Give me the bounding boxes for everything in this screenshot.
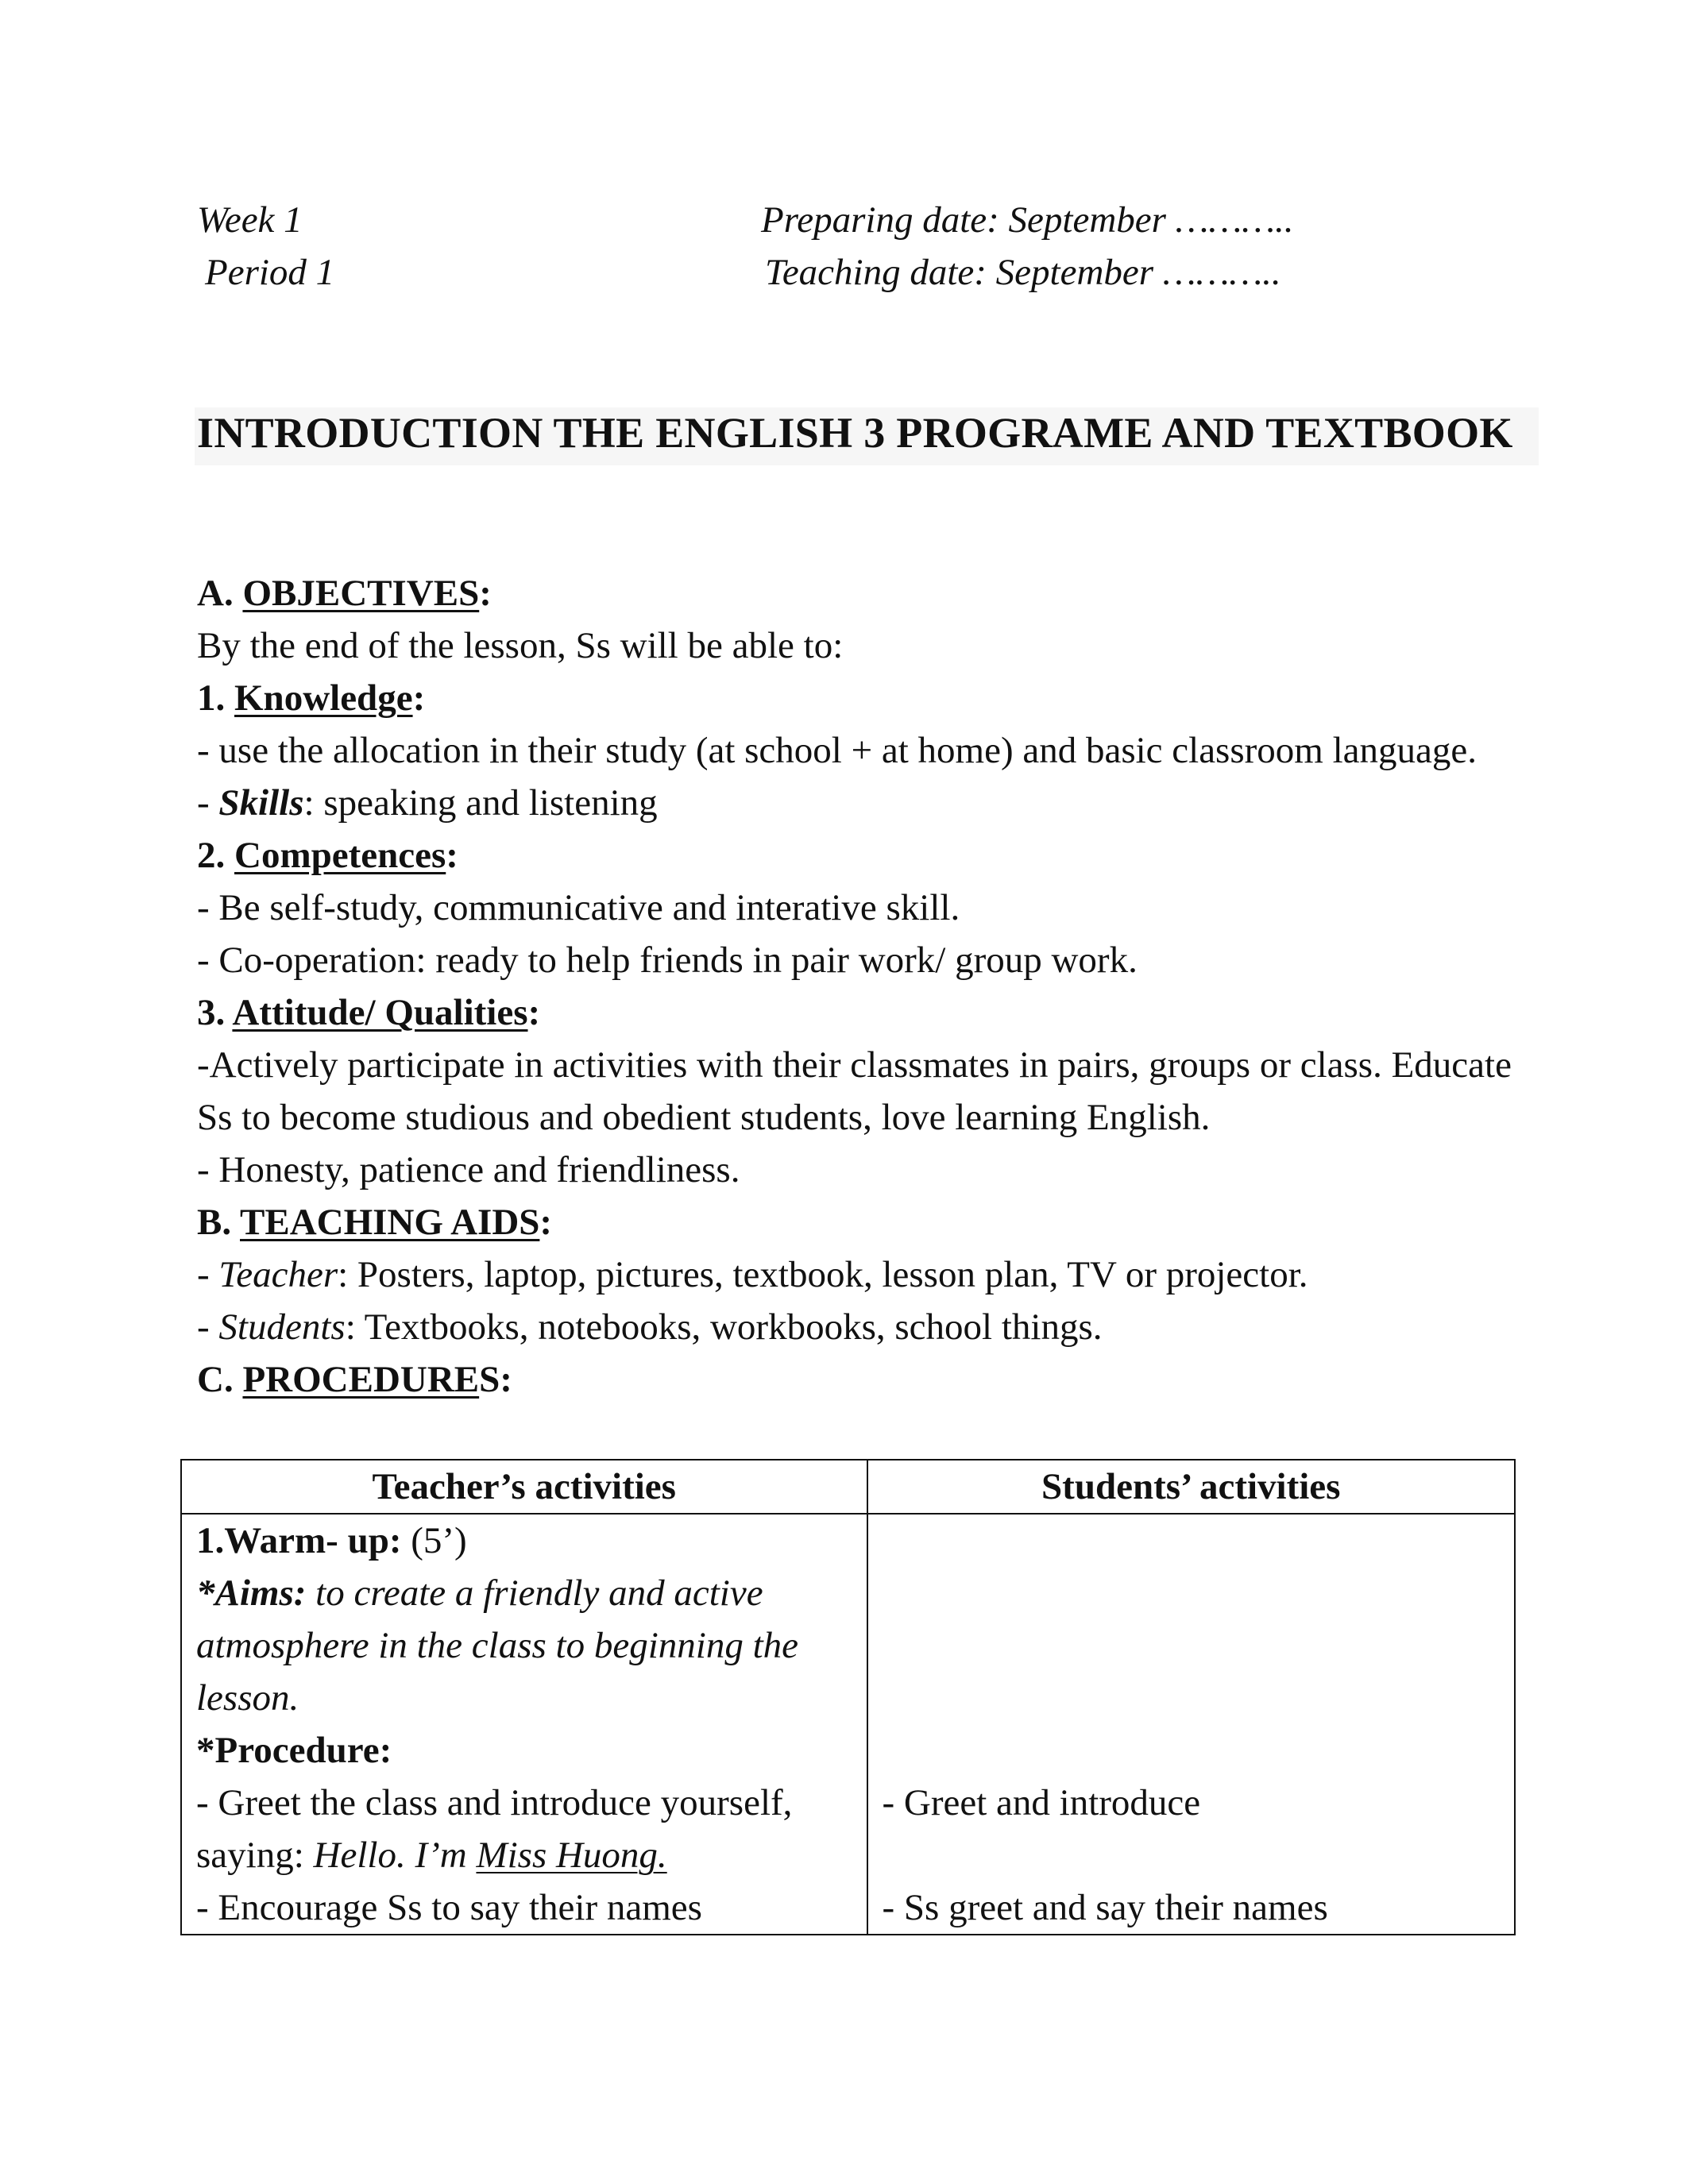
column-header-students: Students’ activities <box>867 1460 1515 1514</box>
student-step: - Ss greet and say their names <box>882 1887 1328 1928</box>
warmup-line: 1.Warm- up: (5’) <box>196 1520 467 1561</box>
competences-item: - Be self-study, communicative and interative skill. <box>197 887 960 928</box>
skills-item: - Skills: speaking and listening <box>197 782 658 824</box>
teaching-date: Teaching date: September ……….. <box>765 252 1281 293</box>
column-header-teacher: Teacher’s activities <box>181 1460 867 1514</box>
procedure-label: *Procedure: <box>196 1730 392 1771</box>
students-aids: - Students: Textbooks, notebooks, workbooks, school things. <box>197 1306 1103 1348</box>
week-label: Week 1 <box>197 199 303 241</box>
table-row <box>181 1514 1515 1935</box>
procedures-heading: C. PROCEDURES: <box>197 1359 512 1400</box>
competences-heading: 2. Competences: <box>197 835 458 876</box>
objectives-intro: By the end of the lesson, Ss will be able to: <box>197 625 844 666</box>
teacher-activities-cell <box>181 1514 867 1935</box>
attitude-heading: 3. Attitude/ Qualities: <box>197 992 541 1033</box>
table-header-row <box>181 1460 1515 1514</box>
knowledge-item: - use the allocation in their study (at school + at home) and basic classroom language. <box>197 730 1477 771</box>
attitude-item: Ss to become studious and obedient students, love learning English. <box>197 1097 1211 1138</box>
teacher-step: saying: Hello. I’m Miss Huong. <box>196 1835 667 1876</box>
aims-line: *Aims: to create a friendly and active <box>196 1572 763 1614</box>
teacher-step: - Greet the class and introduce yourself, <box>196 1782 793 1823</box>
aims-line: lesson. <box>196 1677 299 1719</box>
teacher-aids: - Teacher: Posters, laptop, pictures, textbook, lesson plan, TV or projector. <box>197 1254 1308 1295</box>
attitude-item: -Actively participate in activities with their classmates in pairs, groups or class. Educate <box>197 1044 1512 1086</box>
page-title: INTRODUCTION THE ENGLISH 3 PROGRAME AND TEXTBOOK <box>197 409 1513 457</box>
students-activities-cell <box>867 1514 1515 1935</box>
attitude-item: - Honesty, patience and friendliness. <box>197 1149 740 1190</box>
student-step: - Greet and introduce <box>882 1782 1201 1823</box>
preparing-date: Preparing date: September ……….. <box>761 199 1294 241</box>
period-label: Period 1 <box>205 252 335 293</box>
teaching-aids-heading: B. TEACHING AIDS: <box>197 1202 553 1243</box>
teacher-step: - Encourage Ss to say their names <box>196 1887 702 1928</box>
knowledge-heading: 1. Knowledge: <box>197 677 426 719</box>
procedures-table <box>180 1459 1516 1935</box>
aims-line: atmosphere in the class to beginning the <box>196 1625 798 1666</box>
competences-item: - Co-operation: ready to help friends in pair work/ group work. <box>197 940 1138 981</box>
objectives-heading: A. OBJECTIVES: <box>197 573 492 614</box>
